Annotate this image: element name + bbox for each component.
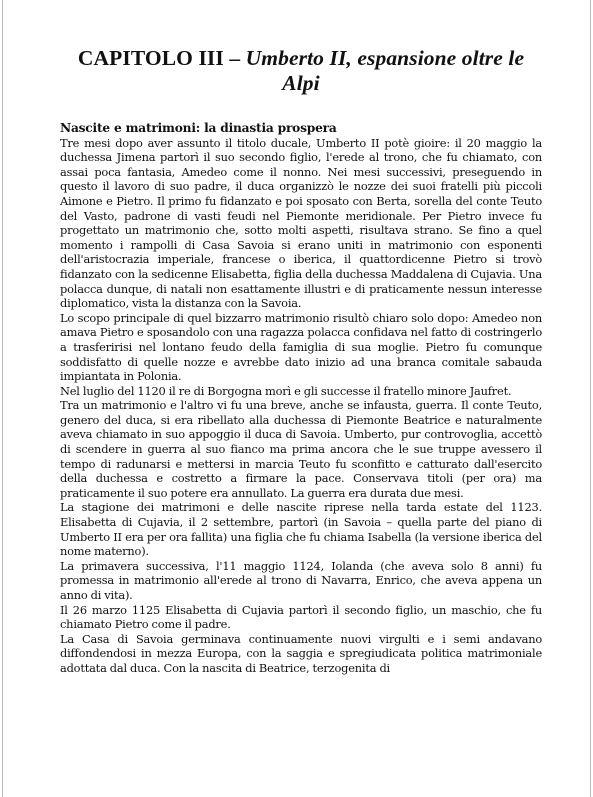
chapter-title	[60, 46, 542, 96]
page-left-edge	[2, 0, 3, 797]
paragraph: Nel luglio del 1120 il re di Borgogna morì e gli successe il fratello minore Jaufret.	[60, 383, 512, 398]
page-right-edge	[590, 0, 591, 797]
document-page	[60, 0, 542, 676]
paragraph: Tra un matrimonio e l'altro vi fu una breve, anche se infausta, guerra. Il conte Teuto, genero del duca, si era ribellato alla duchessa di Piemonte Beatrice e naturalmente aveva chiamato in suo appoggio il duca di Savoia. Umberto, pur controvoglia, accettò di scendere in guerra al suo fianco ma prima ancora che le sue truppe avessero il tempo di radunarsi e mettersi in marcia Teuto fu sconfitto e catturato dall'esercito della duchessa e costretto a firmare la pace. Conservava titoli (per ora) ma praticamente il suo potere era annullato. La guerra era durata due mesi.	[60, 398, 542, 500]
section-heading: Nascite e matrimoni: la dinastia prospera	[60, 121, 337, 135]
section-body	[60, 136, 542, 676]
paragraph: La primavera successiva, l'11 maggio 1124, Iolanda (che aveva solo 8 anni) fu promessa in matrimonio all'erede al trono di Navarra, Enrico, che aveva appena un anno di vita).	[60, 558, 542, 602]
chapter-title-subtitle: Umberto II, espansione oltre le Alpi	[245, 46, 525, 95]
paragraph: Lo scopo principale di quel bizzarro matrimonio risultò chiaro solo dopo: Amedeo non amava Pietro e sposandolo con una ragazza polacca confidava nel fatto di costringerlo a trasferirisi nel lontano feudo della famiglia di sua moglie. Pietro fu comunque soddisfatto di quelle nozze e avrebbe dato inizio ad una branca comitale sabauda impiantata in Polonia.	[60, 310, 542, 384]
paragraph: Il 26 marzo 1125 Elisabetta di Cujavia partorì il secondo figlio, un maschio, che fu chiamato Pietro come il padre.	[60, 602, 542, 632]
chapter-title-prefix: CAPITOLO III –	[77, 46, 246, 70]
paragraph: La Casa di Savoia germinava continuamente nuovi virgulti e i semi andavano diffondendosi in mezza Europa, con la saggia e spregiudicata politica matrimoniale adottata dal duca. Con la nascita di Beatrice, terzogenita di	[60, 631, 542, 675]
paragraph: La stagione dei matrimoni e delle nascite riprese nella tarda estate del 1123. Elisabetta di Cujavia, il 2 settembre, partorì (in Savoia – quella parte del piano di Umberto II era per ora fallita) una figlia che fu chiama Isabella (la versione iberica del nome materno).	[60, 500, 542, 559]
paragraph: Tre mesi dopo aver assunto il titolo ducale, Umberto II potè gioire: il 20 maggio la duchessa Jimena partorì il suo secondo figlio, l'erede al trono, che fu chiamato, con assai poca fantasia, Amedeo come il nonno. Nei mesi successivi, preseguendo in questo il lavoro di suo padre, il duca organizzò le nozze dei suoi fratelli più piccoli Aimone e Pietro. Il primo fu fidanzato e poi sposato con Berta, sorella del conte Teuto del Vasto, padrone di vasti feudi nel Piemonte meridionale. Per Pietro invece fu progettato un matrimonio che, sotto molti aspetti, risultava strano. Se fino a quel momento i rampolli di Casa Savoia si erano uniti in matrimonio con esponenti dell'aristocrazia imperiale, francese o iberica, il quattordicenne Pietro si trovò fidanzato con la sedicenne Elisabetta, figlia della duchessa Maddalena di Cujavia. Una polacca dunque, di natali non esattamente illustri e di praticamente nessun interesse diplomatico, vista la distanza con la Savoia.	[60, 135, 542, 311]
